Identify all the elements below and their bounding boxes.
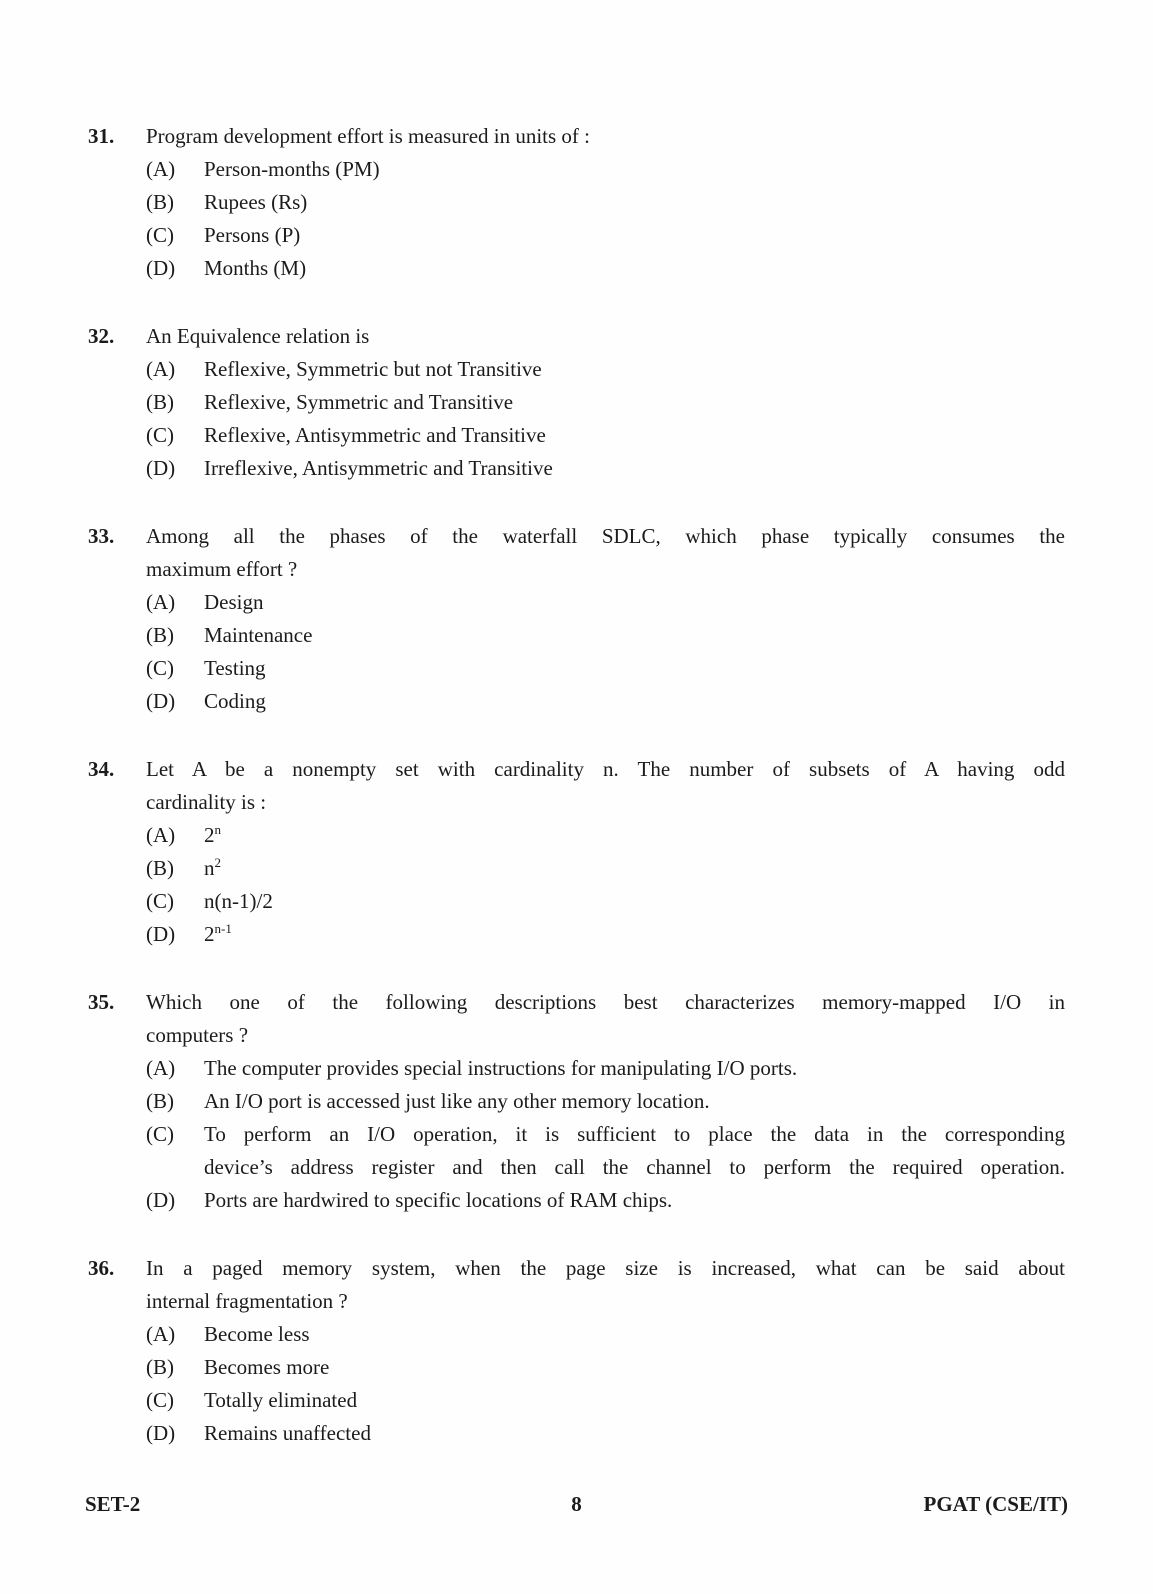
question-text-line: computers ? [146, 1023, 249, 1047]
option-text: Become less [204, 1322, 310, 1346]
footer-set-label: SET-2 [85, 1492, 141, 1516]
option-label: (B) [146, 623, 174, 647]
option-label: (A) [146, 1056, 176, 1080]
option-label: (B) [146, 1089, 174, 1113]
option-row [146, 1118, 1065, 1184]
option-label: (B) [146, 190, 174, 214]
page-number: 8 [571, 1492, 582, 1516]
option-row [146, 1318, 1065, 1351]
option-label: (A) [146, 157, 176, 181]
option-label: (D) [146, 256, 176, 280]
option-text: Reflexive, Symmetric and Transitive [204, 390, 514, 414]
option-label: (A) [146, 1322, 176, 1346]
option-label: (C) [146, 1388, 174, 1412]
question-36 [88, 1252, 1065, 1450]
option-label: (B) [146, 390, 174, 414]
option-row [146, 1085, 1065, 1118]
option-label: (C) [146, 889, 174, 913]
option-label: (D) [146, 1421, 176, 1445]
option-row [146, 153, 1065, 186]
option-text: $n^2$ [204, 855, 222, 880]
option-row [146, 419, 1065, 452]
option-row [146, 918, 1065, 951]
question-33 [88, 520, 1065, 718]
option-label: (C) [146, 656, 174, 680]
option-text: Maintenance [204, 623, 313, 647]
option-row [146, 1384, 1065, 1417]
question-34 [88, 753, 1065, 951]
option-label: (D) [146, 689, 176, 713]
question-31 [88, 120, 1065, 285]
page-footer [85, 1492, 1068, 1517]
question-number: 34. [88, 757, 115, 781]
option-row [146, 386, 1065, 419]
option-row [146, 1052, 1065, 1085]
question-text-line: Among all the phases of the waterfall SDLC, which phase typically consumes the [146, 524, 1065, 548]
option-label: (C) [146, 223, 174, 247]
option-text: Irreflexive, Antisymmetric and Transitive [204, 456, 553, 480]
option-text: n(n-1)/2 [204, 889, 273, 913]
option-text: An I/O port is accessed just like any other memory location. [204, 1089, 710, 1113]
option-row [146, 1417, 1065, 1450]
option-text: Remains unaffected [204, 1421, 371, 1445]
question-number: 33. [88, 524, 115, 548]
question-32 [88, 320, 1065, 485]
option-label: (A) [146, 590, 176, 614]
option-label: (D) [146, 922, 176, 946]
option-row [146, 852, 1065, 885]
option-text: Coding [204, 689, 266, 713]
question-text-line: Program development effort is measured in units of : [146, 124, 591, 148]
option-text: Totally eliminated [204, 1388, 358, 1412]
question-text-line: Let A be a nonempty set with cardinality n. The number of subsets of A having odd [146, 757, 1065, 781]
option-row [146, 219, 1065, 252]
option-row [146, 353, 1065, 386]
option-label: (D) [146, 1188, 176, 1212]
option-row [146, 252, 1065, 285]
question-number: 36. [88, 1256, 115, 1280]
option-label: (D) [146, 456, 176, 480]
option-text: Reflexive, Symmetric but not Transitive [204, 357, 542, 381]
question-number: 31. [88, 124, 115, 148]
option-row [146, 619, 1065, 652]
option-label: (C) [146, 1122, 174, 1146]
option-label: (B) [146, 1355, 174, 1379]
question-text-line: In a paged memory system, when the page size is increased, what can be said about [146, 1256, 1065, 1280]
option-row [146, 1351, 1065, 1384]
option-row [146, 586, 1065, 619]
footer-exam-label: PGAT (CSE/IT) [923, 1492, 1068, 1516]
option-text: Persons (P) [204, 223, 301, 247]
question-text-line: Which one of the following descriptions best characterizes memory-mapped I/O in [146, 990, 1065, 1014]
option-label: (B) [146, 856, 174, 880]
option-label: (A) [146, 823, 176, 847]
option-row [146, 819, 1065, 852]
option-text-line-2: device’s address register and then call the channel to perform the required operation. [204, 1155, 1065, 1179]
option-row [146, 885, 1065, 918]
option-text: Design [204, 590, 264, 614]
option-text: The computer provides special instructions for manipulating I/O ports. [204, 1056, 798, 1080]
question-text-line: An Equivalence relation is [146, 324, 370, 348]
option-text: Becomes more [204, 1355, 330, 1379]
question-35 [88, 986, 1065, 1217]
question-number: 32. [88, 324, 115, 348]
question-text-line: maximum effort ? [146, 557, 298, 581]
option-text: 2$^n$ [204, 822, 222, 847]
question-text-line: internal fragmentation ? [146, 1289, 348, 1313]
option-text: Ports are hardwired to specific locations of RAM chips. [204, 1188, 673, 1212]
option-label: (A) [146, 357, 176, 381]
option-row [146, 652, 1065, 685]
option-text: Reflexive, Antisymmetric and Transitive [204, 423, 546, 447]
option-text: Testing [204, 656, 266, 680]
option-text: Rupees (Rs) [204, 190, 308, 214]
option-row [146, 685, 1065, 718]
question-text-line: cardinality is : [146, 790, 267, 814]
option-text: Months (M) [204, 256, 307, 280]
option-row [146, 186, 1065, 219]
option-text: Person-months (PM) [204, 157, 380, 181]
option-row [146, 1184, 1065, 1217]
option-text: To perform an I/O operation, it is sufficient to place the data in the corresponding [204, 1122, 1065, 1146]
option-row [146, 452, 1065, 485]
option-label: (C) [146, 423, 174, 447]
question-number: 35. [88, 990, 115, 1014]
option-text: 2$^{n-1}$ [204, 921, 232, 946]
